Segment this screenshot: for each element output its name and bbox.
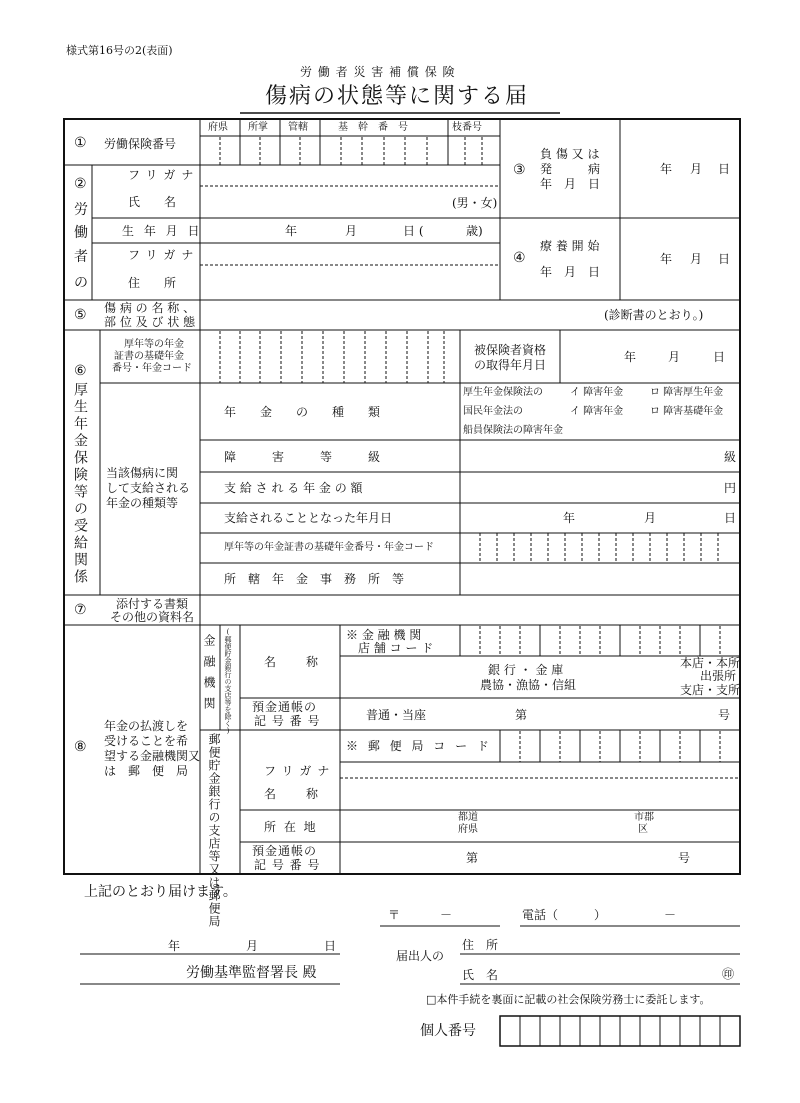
bank-section-label-4: は 郵 便 局 bbox=[104, 764, 189, 778]
bank-section-label-1: 年金の払渡しを bbox=[104, 719, 189, 733]
treatment-label-1: 療 養 開 始 bbox=[540, 239, 600, 253]
post-address-input[interactable] bbox=[341, 811, 739, 841]
pension-office-label: 所 轄 年 金 事 務 所 等 bbox=[224, 572, 405, 586]
passbook-dai: 第 bbox=[515, 708, 528, 722]
section2-number: ② bbox=[74, 176, 87, 192]
post-passbook-label-1: 預金通帳の bbox=[252, 844, 318, 858]
postal-mark: 〒 bbox=[388, 908, 401, 922]
post-side-label: 郵便貯金銀行の支店等又は郵便局 bbox=[207, 733, 221, 928]
section4-number: ④ bbox=[513, 250, 526, 266]
injury-label-1: 負 傷 又 は bbox=[540, 147, 600, 161]
post-address-label: 所 在 地 bbox=[264, 820, 318, 834]
col-basic-number: 基 幹 番 号 bbox=[338, 122, 408, 133]
post-passbook-label-2: 記 号 番 号 bbox=[254, 858, 321, 872]
pension-no-label-2: 証書の基礎年金 bbox=[114, 351, 184, 362]
injury-label-2: 発 病 bbox=[540, 162, 601, 176]
branch-type-3[interactable]: 支店・支所 bbox=[680, 683, 741, 697]
post-passbook-input[interactable] bbox=[480, 843, 670, 873]
pension-kind-2-a[interactable]: イ 障害年金 bbox=[570, 406, 624, 417]
post-code-input[interactable] bbox=[501, 731, 739, 761]
pension-kind-1-law: 厚生年金保険法の bbox=[463, 387, 543, 398]
branch-type-2[interactable]: 出張所 bbox=[700, 669, 737, 683]
section1-number: ① bbox=[74, 135, 87, 151]
bank-side-label: 金融機関 bbox=[202, 634, 216, 718]
pension-cert-number-input[interactable] bbox=[461, 534, 739, 562]
treatment-year: 年 bbox=[660, 252, 673, 266]
prefecture-2: 府県 bbox=[458, 824, 478, 835]
col-branch-number: 枝番号 bbox=[452, 122, 482, 133]
pension-type-label-2: して支給される bbox=[106, 481, 191, 495]
prefecture-1: 都道 bbox=[458, 812, 478, 823]
treatment-month: 月 bbox=[690, 252, 703, 266]
branch-type-1[interactable]: 本店・本所 bbox=[680, 656, 741, 670]
birthdate-input[interactable] bbox=[201, 219, 499, 242]
injury-day: 日 bbox=[718, 162, 731, 176]
treatment-label-2: 年 月 日 bbox=[540, 265, 601, 279]
worker-side-1: 労 bbox=[74, 202, 88, 218]
post-code-label: ※ 郵 便 局 コ ー ド bbox=[346, 739, 492, 753]
birth-day: 日 ( bbox=[403, 224, 424, 238]
pension-kind-1-a[interactable]: イ 障害年金 bbox=[570, 387, 624, 398]
applicant-name-input[interactable] bbox=[520, 964, 716, 983]
worker-side-2: 働 bbox=[74, 225, 88, 241]
section6-number: ⑥ bbox=[74, 363, 87, 379]
col-jurisdiction: 所掌 bbox=[248, 122, 268, 133]
pension-no-label-3: 番号・年金コード bbox=[112, 363, 192, 374]
section8-number: ⑧ bbox=[74, 739, 87, 755]
sharoushi-checkbox[interactable]: □本件手続を裏面に記載の社会保険労務士に委託します。 bbox=[426, 993, 711, 1006]
payment-date-label: 支給されることとなった年月日 bbox=[224, 511, 393, 525]
grade-suffix: 級 bbox=[724, 450, 737, 464]
injury-label-3: 年 月 日 bbox=[540, 177, 601, 191]
pension-kind-label: 年 金 の 種 類 bbox=[224, 405, 381, 419]
post-passbook-dai: 第 bbox=[466, 851, 479, 865]
payment-day: 日 bbox=[724, 511, 737, 525]
statement: 上記のとおり届けます。 bbox=[84, 884, 237, 900]
pension-office-input[interactable] bbox=[461, 564, 739, 594]
illness-label-1: 傷 病 の 名 称 、 bbox=[104, 301, 196, 315]
post-name-label: 名 称 bbox=[264, 787, 321, 801]
labor-insurance-number-input[interactable] bbox=[201, 137, 499, 164]
page-title: 傷病の状態等に関する届 bbox=[265, 84, 530, 109]
address-label: 住 所 bbox=[128, 276, 177, 290]
yen-suffix: 円 bbox=[724, 481, 737, 495]
insured-month: 月 bbox=[668, 350, 681, 364]
insured-day: 日 bbox=[713, 350, 726, 364]
bank-type-2[interactable]: 農協・漁協・信組 bbox=[480, 678, 577, 692]
phone-label: 電話（ ） bbox=[522, 908, 607, 922]
payment-date-input[interactable] bbox=[461, 504, 739, 532]
treatment-day: 日 bbox=[718, 252, 731, 266]
address-furigana-input[interactable] bbox=[201, 244, 499, 264]
section3-number: ③ bbox=[513, 162, 526, 178]
seal-mark: ㊞ bbox=[722, 967, 735, 981]
postal-code-input[interactable] bbox=[400, 904, 496, 924]
city-2: 区 bbox=[638, 824, 648, 835]
address-input[interactable] bbox=[201, 266, 499, 299]
injury-month: 月 bbox=[690, 162, 703, 176]
address-furigana-label: フリガナ bbox=[128, 248, 200, 262]
bank-code-label-2: 店 舗 コ ー ド bbox=[358, 641, 434, 655]
submit-year: 年 bbox=[168, 939, 181, 953]
post-furigana-input[interactable] bbox=[341, 763, 739, 777]
passbook-label-1: 預金通帳の bbox=[252, 700, 318, 714]
applicant-name-label: 氏 名 bbox=[462, 968, 499, 982]
bank-code-input[interactable] bbox=[461, 626, 739, 655]
pension-amount-input[interactable] bbox=[461, 473, 721, 502]
post-passbook-go: 号 bbox=[678, 851, 691, 865]
attachments-label-1: 添付する書類 bbox=[116, 597, 189, 611]
bank-type-1[interactable]: 銀 行 ・ 金 庫 bbox=[488, 663, 564, 677]
age: 歳) bbox=[466, 224, 483, 238]
pension-kind-1-b[interactable]: ロ 障害厚生年金 bbox=[650, 387, 724, 398]
phone-input[interactable] bbox=[560, 904, 738, 924]
bank-section-label-3: 望する金融機関又 bbox=[104, 749, 201, 763]
insured-year: 年 bbox=[624, 350, 637, 364]
name-input[interactable] bbox=[201, 187, 441, 217]
applicant-address-label: 住 所 bbox=[462, 938, 499, 952]
pension-cert-number-label: 厚年等の年金証書の基礎年金番号・年金コード bbox=[224, 542, 434, 553]
bank-section-label-2: 受けることを希 bbox=[104, 734, 189, 748]
pension-kind-3[interactable]: 船員保険法の障害年金 bbox=[463, 425, 563, 436]
disability-grade-label: 障 害 等 級 bbox=[224, 450, 381, 464]
bank-name-label: 名 称 bbox=[264, 655, 321, 669]
birthdate-label: 生 年 月 日 bbox=[122, 224, 203, 238]
name-label: 氏 名 bbox=[128, 195, 177, 209]
insured-date-label-1: 被保険者資格 bbox=[474, 343, 547, 357]
labor-insurance-number-label: 労働保険番号 bbox=[104, 137, 177, 151]
post-furigana-label: フリガナ bbox=[264, 764, 336, 778]
passbook-label-2: 記 号 番 号 bbox=[254, 714, 321, 728]
worker-side-4: の bbox=[74, 275, 88, 291]
diagnosis-note: (診断書のとおり。) bbox=[604, 308, 704, 322]
pension-no-label-1: 厚年等の年金 bbox=[124, 339, 184, 350]
my-number-input[interactable] bbox=[501, 1017, 739, 1045]
section7-number: ⑦ bbox=[74, 602, 87, 618]
applicant-label: 届出人の bbox=[396, 949, 445, 963]
submit-date-input[interactable] bbox=[82, 934, 338, 953]
section5-number: ⑤ bbox=[74, 307, 87, 323]
pension-kind-2-b[interactable]: ロ 障害基礎年金 bbox=[650, 406, 724, 417]
addressee: 労働基準監督署長 殿 bbox=[186, 965, 317, 981]
insured-date-input[interactable] bbox=[561, 331, 739, 382]
injury-year: 年 bbox=[660, 162, 673, 176]
phone-dash: － bbox=[664, 908, 677, 922]
form-subtitle: 労 働 者 災 害 補 償 保 険 bbox=[300, 65, 456, 79]
payment-year: 年 bbox=[563, 511, 576, 525]
submit-month: 月 bbox=[246, 939, 259, 953]
pension-kind-2-law: 国民年金法の bbox=[463, 406, 523, 417]
submit-day: 日 bbox=[324, 939, 337, 953]
insured-date-label-2: の取得年月日 bbox=[474, 358, 547, 372]
illness-label-2: 部 位 及 び 状 態 bbox=[104, 315, 196, 329]
treatment-date-input[interactable] bbox=[621, 219, 739, 299]
col-prefecture: 府県 bbox=[208, 122, 228, 133]
post-name-input[interactable] bbox=[341, 779, 739, 809]
attachments-label-2: その他の資料名 bbox=[110, 610, 195, 624]
form-number: 様式第16号の2(表面) bbox=[66, 44, 173, 57]
disability-grade-input[interactable] bbox=[461, 441, 721, 471]
bank-name-input[interactable] bbox=[341, 657, 481, 697]
postal-dash: － bbox=[440, 908, 453, 922]
payment-month: 月 bbox=[644, 511, 657, 525]
name-furigana-input[interactable] bbox=[201, 166, 499, 185]
pension-number-input[interactable] bbox=[201, 331, 459, 382]
birth-year: 年 bbox=[285, 224, 298, 238]
injury-date-input[interactable] bbox=[621, 120, 739, 217]
bank-side-note: (郵便貯金銀行の支店等を除く) bbox=[224, 628, 232, 735]
account-type[interactable]: 普通・当座 bbox=[366, 708, 427, 722]
col-office: 管轄 bbox=[288, 122, 308, 133]
my-number-label: 個人番号 bbox=[420, 1023, 476, 1039]
name-furigana-label: フリガナ bbox=[128, 168, 200, 182]
city-1: 市郡 bbox=[634, 812, 654, 823]
pension-type-label-1: 当該傷病に関 bbox=[106, 466, 179, 480]
illness-input[interactable] bbox=[201, 301, 601, 329]
birth-month: 月 bbox=[345, 224, 358, 238]
pension-type-label-3: 年金の種類等 bbox=[106, 496, 179, 510]
pension-side-label: 厚生年金保険等の受給関係 bbox=[72, 382, 88, 586]
passbook-go: 号 bbox=[718, 708, 731, 722]
applicant-address-input[interactable] bbox=[520, 934, 738, 953]
pension-amount-label: 支 給 さ れ る 年 金 の 額 bbox=[224, 481, 363, 495]
bank-code-label-1: ※ 金 融 機 関 bbox=[346, 628, 422, 642]
gender-select[interactable]: (男・女) bbox=[452, 196, 498, 210]
passbook-number-input[interactable] bbox=[530, 699, 710, 729]
worker-side-3: 者 bbox=[74, 249, 88, 265]
attachments-input[interactable] bbox=[201, 596, 739, 624]
